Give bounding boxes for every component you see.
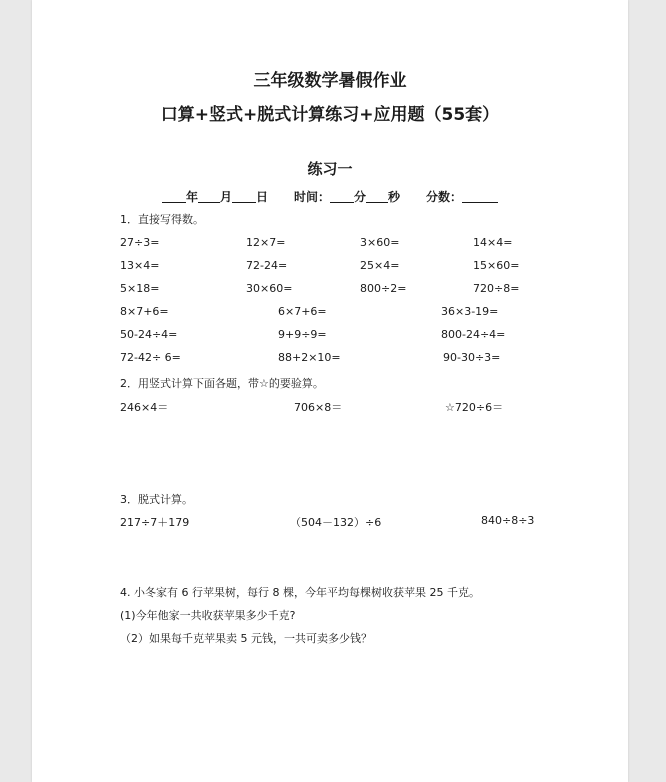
stepwise-problem-1: 217÷7＋179 (120, 516, 190, 529)
stepwise-problem-2: （504－132）÷6 (290, 516, 382, 529)
vertical-problem-1: 246×4＝ (120, 401, 169, 414)
exercise-title: 练习一 (307, 160, 353, 178)
date-time-score-line (32, 188, 628, 205)
day-blank (232, 190, 256, 203)
year-label: 年 (185, 190, 198, 204)
document-page (32, 0, 628, 782)
score-label: 分数： (426, 190, 463, 204)
time-label: 时间： (293, 190, 330, 204)
vertical-problem-3: ☆720÷6＝ (445, 401, 504, 414)
problem-1-18: 800-24÷4= (441, 328, 506, 341)
word-problem-part-2: （2）如果每千克苹果卖 5 元钱，一共可卖多少钱？ (120, 632, 372, 645)
problem-1-7: 25×4= (360, 259, 400, 272)
problem-1-12: 720÷8= (473, 282, 520, 295)
second-blank (366, 190, 388, 203)
problem-1-16: 50-24÷4= (120, 328, 178, 341)
month-blank (198, 190, 220, 203)
problem-1-21: 90-30÷3= (443, 351, 501, 364)
day-label: 日 (255, 190, 268, 204)
section3-heading: 3．脱式计算。 (120, 493, 193, 506)
problem-1-10: 30×60= (246, 282, 293, 295)
minute-blank (330, 190, 354, 203)
section1-heading: 1．直接写得数。 (120, 213, 204, 226)
minute-label: 分 (354, 190, 367, 204)
problem-1-4: 14×4= (473, 236, 513, 249)
section2-heading: 2．用竖式计算下面各题，带☆的要验算。 (120, 377, 324, 390)
problem-1-13: 8×7+6= (120, 305, 169, 318)
vertical-problem-2: 706×8＝ (294, 401, 343, 414)
problem-1-1: 27÷3= (120, 236, 160, 249)
problem-1-6: 72-24= (246, 259, 288, 272)
month-label: 月 (219, 190, 232, 204)
problem-1-3: 3×60= (360, 236, 400, 249)
stepwise-problem-3: 840÷8÷3 (481, 514, 535, 527)
problem-1-20: 88+2×10= (278, 351, 341, 364)
problem-1-14: 6×7+6= (278, 305, 327, 318)
problem-1-17: 9+9÷9= (278, 328, 327, 341)
problem-1-5: 13×4= (120, 259, 160, 272)
word-problem: 4. 小冬家有 6 行苹果树，每行 8 棵，今年平均每棵树收获苹果 25 千克。 (120, 586, 480, 599)
document-title: 三年级数学暑假作业 (253, 71, 407, 91)
score-blank (462, 190, 498, 203)
problem-1-15: 36×3-19= (441, 305, 499, 318)
problem-1-11: 800÷2= (360, 282, 407, 295)
problem-1-2: 12×7= (246, 236, 286, 249)
document-subtitle: 口算+竖式+脱式计算练习+应用题（55套） (160, 105, 500, 125)
problem-1-9: 5×18= (120, 282, 160, 295)
problem-1-19: 72-42÷ 6= (120, 351, 181, 364)
word-problem-part-1: (1)今年他家一共收获苹果多少千克? (120, 609, 296, 622)
year-blank (162, 190, 186, 203)
problem-1-8: 15×60= (473, 259, 520, 272)
second-label: 秒 (388, 190, 401, 204)
